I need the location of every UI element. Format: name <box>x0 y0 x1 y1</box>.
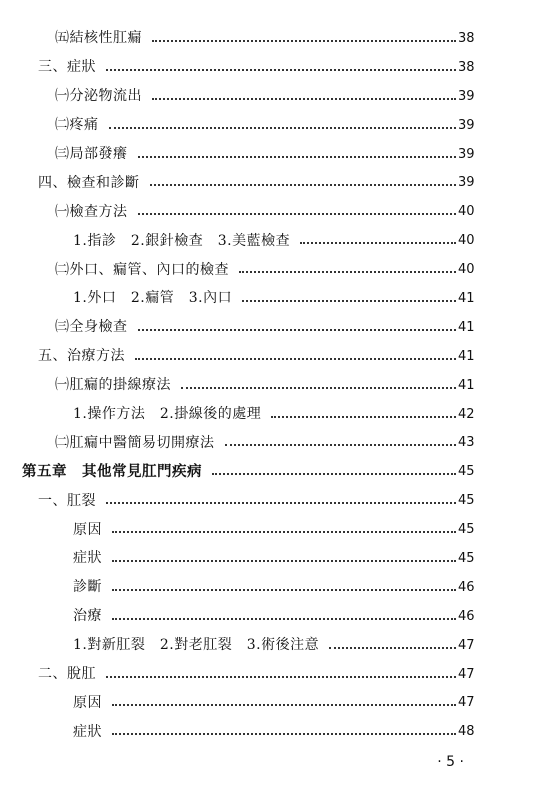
dot-leader <box>138 212 457 215</box>
dot-leader <box>212 472 456 475</box>
toc-entry-label: 診斷 <box>73 579 102 596</box>
toc-entry-page-number: 38 <box>458 59 475 75</box>
toc-entry-page-number: 47 <box>458 666 475 682</box>
toc-entry-label: 治療 <box>73 608 102 625</box>
toc-entry <box>0 631 536 660</box>
toc-entry-page-number: 47 <box>458 695 475 711</box>
dot-leader <box>106 68 456 71</box>
toc-entry-page-number: 39 <box>458 88 475 104</box>
dot-leader <box>152 39 456 42</box>
dot-leader <box>109 126 457 129</box>
toc-entry-label: 三、症狀 <box>38 59 96 76</box>
toc-entry-page-number: 40 <box>458 262 475 278</box>
dot-leader <box>112 732 456 735</box>
toc-entry <box>0 53 536 82</box>
toc-entry <box>0 717 536 746</box>
toc-entry <box>0 24 536 53</box>
toc-entry-page-number: 45 <box>458 464 475 480</box>
toc-entry-page-number: 46 <box>458 608 475 624</box>
toc-entry-page-number: 38 <box>458 30 475 46</box>
dot-leader <box>150 183 457 186</box>
toc-entry <box>0 544 536 573</box>
toc-entry-label: 1.指診 2.銀針檢查 3.美藍檢查 <box>73 232 291 249</box>
dot-leader <box>112 617 456 620</box>
dot-leader <box>106 501 456 504</box>
toc-entry-page-number: 42 <box>458 406 475 422</box>
toc-entry <box>0 428 536 457</box>
toc-entry <box>0 688 536 717</box>
dot-leader <box>112 559 456 562</box>
toc-entry-label: ㈢局部發癢 <box>55 146 128 162</box>
dot-leader <box>300 241 456 244</box>
toc-entry <box>0 486 536 515</box>
toc-entry-label: 症狀 <box>73 550 102 567</box>
toc-entry-page-number: 47 <box>458 637 475 653</box>
toc-entry-page-number: 45 <box>458 493 475 509</box>
page-footer <box>0 754 536 770</box>
toc-entry-label: ㈢全身檢查 <box>55 319 128 336</box>
toc-entry-page-number: 45 <box>458 522 475 538</box>
dot-leader <box>112 530 456 533</box>
toc-entry-label: 五、治療方法 <box>38 348 125 365</box>
toc-entry-label: 1.對新肛裂 2.對老肛裂 3.術後注意 <box>73 637 320 654</box>
dot-leader <box>239 270 456 273</box>
page-number: · 5 · <box>437 754 464 770</box>
toc-entry <box>0 82 536 111</box>
toc-entry <box>0 255 536 284</box>
toc-entry <box>0 400 536 429</box>
toc-entry <box>0 371 536 400</box>
toc-chapter-entry <box>0 457 536 486</box>
toc-entry <box>0 515 536 544</box>
toc-entry-label: 症狀 <box>73 723 102 740</box>
toc-entry-label: 1.操作方法 2.掛線後的處理 <box>73 406 262 423</box>
dot-leader <box>225 443 457 446</box>
dot-leader <box>181 386 456 389</box>
dot-leader <box>329 646 456 649</box>
toc-entry-label: ㈡肛瘺中醫簡易切開療法 <box>55 434 215 451</box>
toc-entry-label: 原因 <box>73 521 102 538</box>
toc-entry-label: 第五章 其他常見肛門疾病 <box>22 462 202 480</box>
toc-entry-page-number: 48 <box>458 724 475 740</box>
toc-entry-label: 1.外口 2.瘺管 3.內口 <box>73 290 233 307</box>
toc-entry-page-number: 41 <box>458 319 475 335</box>
toc-entry-label: ㈡外口、瘺管、內口的檢查 <box>55 261 229 278</box>
toc-entry-page-number: 40 <box>458 233 475 249</box>
toc-entry-label: 四、檢查和診斷 <box>38 174 140 191</box>
toc-entry <box>0 226 536 255</box>
toc-entry-label: 二、脫肛 <box>38 666 96 683</box>
toc-entry <box>0 111 536 140</box>
toc-entry-label: 一、肛裂 <box>38 492 96 509</box>
dot-leader <box>138 155 457 158</box>
dot-leader <box>112 703 456 706</box>
toc-entry-page-number: 46 <box>458 579 475 595</box>
toc-entry-page-number: 41 <box>458 348 475 364</box>
dot-leader <box>271 415 456 418</box>
toc-entry-label: 原因 <box>73 694 102 711</box>
toc-entry-label: ㈤結核性肛瘺 <box>55 30 142 47</box>
toc-entry <box>0 284 536 313</box>
toc-entry <box>0 140 536 169</box>
dot-leader <box>152 97 456 100</box>
toc-entry <box>0 573 536 602</box>
toc-entry-page-number: 39 <box>458 175 475 191</box>
toc-entry-label: ㈠肛瘺的掛線療法 <box>55 377 171 394</box>
toc-entry <box>0 168 536 197</box>
dot-leader <box>135 357 456 360</box>
toc-entry-page-number: 43 <box>458 435 475 451</box>
dot-leader <box>242 299 456 302</box>
table-of-contents <box>0 24 536 746</box>
toc-entry-page-number: 41 <box>458 290 475 306</box>
toc-entry-page-number: 45 <box>458 550 475 566</box>
dot-leader <box>106 675 456 678</box>
toc-entry-label: ㈡疼痛 <box>55 117 99 134</box>
toc-entry-page-number: 39 <box>458 146 475 162</box>
toc-entry-page-number: 39 <box>458 117 475 133</box>
toc-entry-page-number: 41 <box>458 377 475 393</box>
toc-entry <box>0 342 536 371</box>
toc-entry-label: ㈠檢查方法 <box>55 203 128 220</box>
toc-entry <box>0 660 536 689</box>
toc-entry <box>0 313 536 342</box>
toc-entry-label: ㈠分泌物流出 <box>55 88 142 105</box>
toc-entry <box>0 197 536 226</box>
dot-leader <box>112 588 456 591</box>
toc-entry-page-number: 40 <box>458 204 475 220</box>
toc-entry <box>0 602 536 631</box>
dot-leader <box>138 328 457 331</box>
